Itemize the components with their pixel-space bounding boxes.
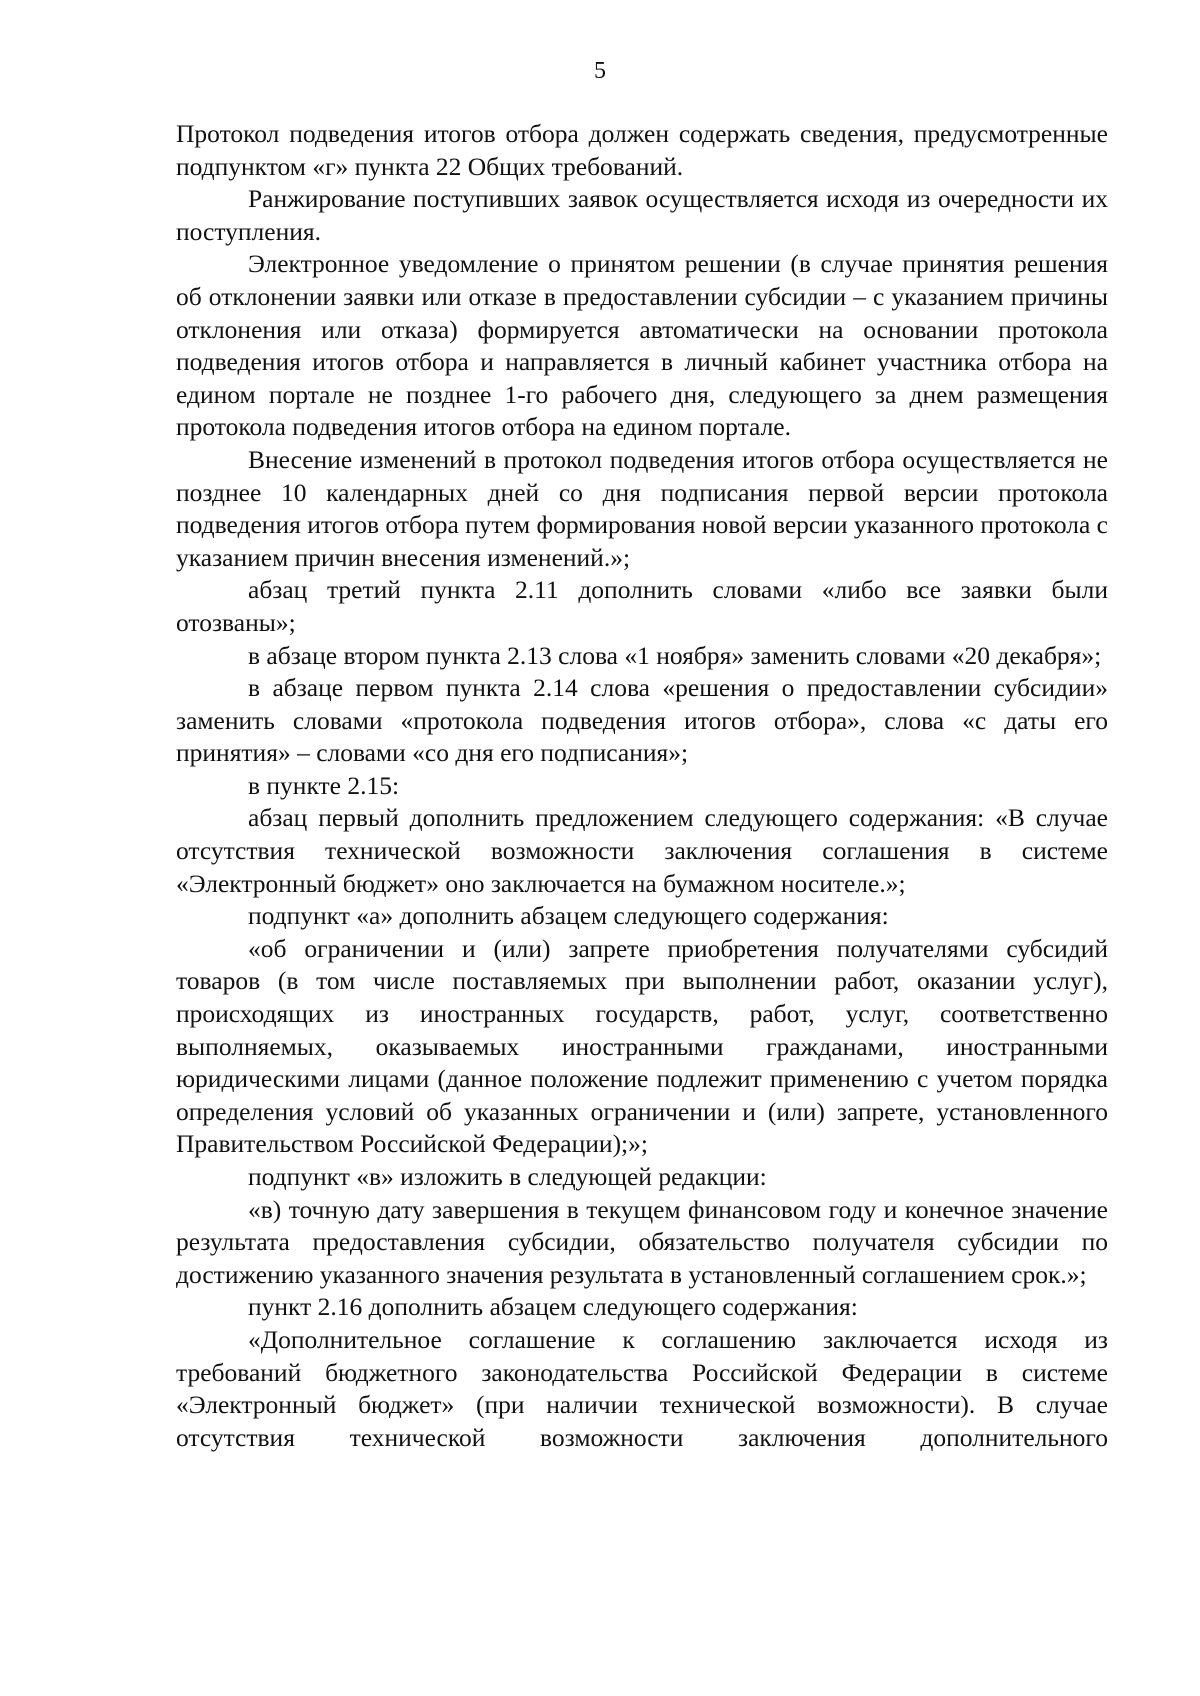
paragraph-item-2-13: в абзаце втором пункта 2.13 слова «1 ноября» заменить словами «20 декабря»;: [248, 640, 1102, 670]
paragraph-additional-agreement: «Дополнительное соглашение к соглашению заключается исходя из требований бюджетного законодательства Российской Федерации в системе «Электронный бюджет» (при наличии технической возможности). В случае отсутствия технической возможности заключения дополнительного: [176, 1324, 1108, 1452]
paragraph-item-2-11: абзац третий пункта 2.11 дополнить словами «либо все заявки были отозваны»;: [176, 575, 1108, 637]
paragraph-subitem-v: подпункт «в» изложить в следующей редакции:: [248, 1162, 767, 1191]
page-number: 5: [594, 58, 606, 84]
paragraph-subitem-a: подпункт «а» дополнить абзацем следующего содержания:: [248, 901, 889, 931]
paragraph-item-2-16: пункт 2.16 дополнить абзацем следующего содержания:: [248, 1292, 858, 1322]
paragraph-electronic-notice: Электронное уведомление о принятом решении (в случае принятия решения об отклонении заявки или отказе в предоставлении субсидии – с указанием причины отклонения или отказа) формируется автоматически на основании протокола подведения итогов отбора и направляется в личный кабинет участника отбора на едином портале не позднее 1-го рабочего дня, следующего за днем размещения протокола подведения итогов отбора на едином портале.: [176, 249, 1108, 442]
paragraph-protocol-content: Протокол подведения итогов отбора должен содержать сведения, предусмотренные подпунктом «г» пункта 22 Общих требований.: [176, 119, 1108, 181]
paragraph-2-15-first: абзац первый дополнить предложением следующего содержания: «В случае отсутствия технической возможности заключения соглашения в системе «Электронный бюджет» оно заключается на бумажном носителе.»;: [176, 803, 1108, 898]
paragraph-protocol-changes: Внесение изменений в протокол подведения итогов отбора осуществляется не позднее 10 календарных дней со дня подписания первой версии протокола подведения итогов отбора путем формирования новой версии указанного протокола с указанием причин внесения изменений.»;: [176, 444, 1108, 572]
paragraph-restrictions: «об ограничении и (или) запрете приобретения получателями субсидий товаров (в том числе поставляемых при выполнении работ, оказании услуг), происходящих из иностранных государств, работ, услуг, соответственно выполняемых, оказываемых иностранными гражданами, иностранными юридическими лицами (данное положение подлежит применению с учетом порядка определения условий об указанных ограничении и (или) запрете, установленного Правительством Российской Федерации);»;: [176, 933, 1108, 1159]
paragraph-exact-date: «в) точную дату завершения в текущем финансовом году и конечное значение результата предоставления субсидии, обязательство получателя субсидии по достижению указанного значения результата в установленный соглашением срок.»;: [176, 1194, 1108, 1289]
document-body: [176, 118, 1108, 1454]
paragraph-item-2-15: в пункте 2.15:: [248, 770, 400, 800]
paragraph-ranking: Ранжирование поступивших заявок осуществляется исходя из очередности их поступления.: [176, 184, 1108, 246]
paragraph-item-2-14: в абзаце первом пункта 2.14 слова «решения о предоставлении субсидии» заменить словами «протокола подведения итогов отбора», слова «с даты его принятия» – словами «со дня его подписания»;: [176, 673, 1108, 768]
